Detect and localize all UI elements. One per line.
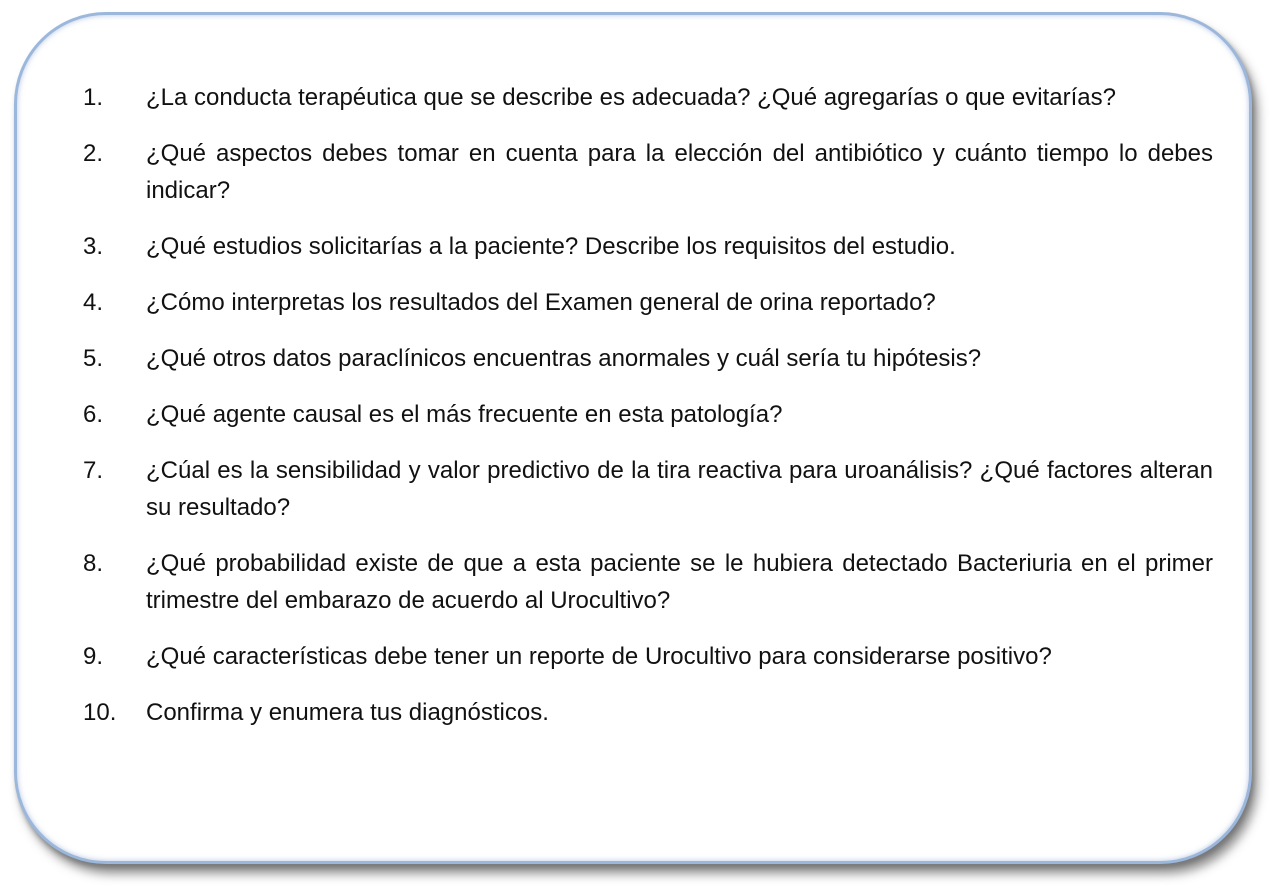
question-number: 6.	[83, 401, 104, 428]
question-item	[83, 135, 1213, 209]
question-text: ¿Cúal es la sensibilidad y valor predictivo de la tira reactiva para uroanálisis? ¿Qué factores alteran su resultado?	[146, 457, 1213, 521]
question-item	[83, 79, 1213, 116]
question-item	[83, 545, 1213, 619]
question-text: ¿Qué probabilidad existe de que a esta paciente se le hubiera detectado Bacteriuria en el primer trimestre del embarazo de acuerdo al Urocultivo?	[146, 550, 1213, 614]
question-text: ¿Qué estudios solicitarías a la paciente? Describe los requisitos del estudio.	[146, 233, 956, 260]
question-item	[83, 340, 1213, 377]
question-item	[83, 694, 1213, 731]
question-number: 8.	[83, 550, 104, 577]
question-number: 9.	[83, 643, 104, 670]
question-list	[83, 79, 1213, 750]
question-text: Confirma y enumera tus diagnósticos.	[146, 699, 549, 726]
question-text: ¿Cómo interpretas los resultados del Examen general de orina reportado?	[146, 289, 936, 316]
question-number: 3.	[83, 233, 104, 260]
question-text: ¿Qué aspectos debes tomar en cuenta para la elección del antibiótico y cuánto tiempo lo debes indicar?	[146, 140, 1213, 204]
question-text: ¿Qué otros datos paraclínicos encuentras anormales y cuál sería tu hipótesis?	[146, 345, 982, 372]
question-number: 4.	[83, 289, 104, 316]
question-item	[83, 638, 1213, 675]
question-number: 10.	[83, 699, 117, 726]
question-number: 5.	[83, 345, 104, 372]
question-number: 7.	[83, 457, 104, 484]
question-item	[83, 396, 1213, 433]
question-text: ¿Qué características debe tener un reporte de Urocultivo para considerarse positivo?	[146, 643, 1052, 670]
question-text: ¿Qué agente causal es el más frecuente en esta patología?	[146, 401, 783, 428]
question-number: 1.	[83, 84, 104, 111]
question-item	[83, 452, 1213, 526]
question-text: ¿La conducta terapéutica que se describe es adecuada? ¿Qué agregarías o que evitarías?	[146, 84, 1116, 111]
rounded-frame	[14, 12, 1252, 864]
question-item	[83, 228, 1213, 265]
question-number: 2.	[83, 140, 104, 167]
question-item	[83, 284, 1213, 321]
